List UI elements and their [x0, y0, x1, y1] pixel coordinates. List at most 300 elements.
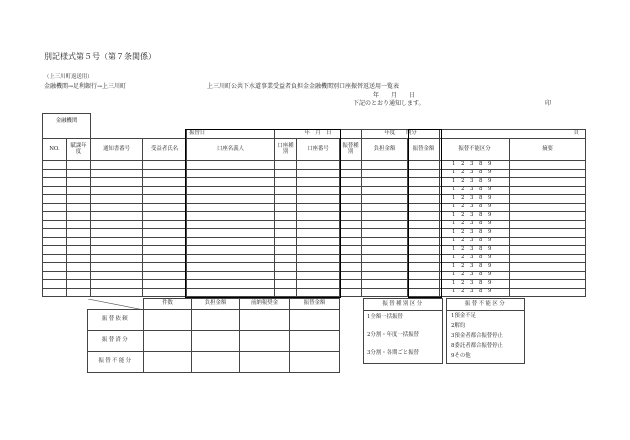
- table-cell: [510, 237, 586, 246]
- table-cell: [408, 212, 440, 221]
- reason-digit: 8: [479, 220, 483, 227]
- col-tax-year: 賦課年度: [67, 139, 91, 161]
- reason-legend-item-3: 3預金者都合振替停止: [451, 333, 503, 339]
- col-no: NO.: [43, 139, 67, 161]
- reason-digit: 2: [461, 254, 465, 261]
- table-row: [43, 212, 586, 221]
- table-cell: [91, 246, 143, 255]
- table-cell: [408, 246, 440, 255]
- table-cell: [67, 212, 91, 221]
- table-cell: [143, 254, 187, 263]
- table-cell: [297, 178, 340, 187]
- table-cell: [510, 280, 586, 289]
- table-cell: [143, 169, 187, 178]
- table-cell: [510, 288, 586, 297]
- reason-digits: [440, 212, 510, 221]
- table-cell: [187, 229, 275, 238]
- table-cell: [362, 254, 408, 263]
- type-legend-item-3: 3分割・各期ごと振替: [367, 350, 419, 356]
- table-cell: [91, 271, 143, 280]
- reason-digit: 3: [470, 245, 474, 252]
- reason-digit: 9: [488, 271, 492, 278]
- table-cell: [408, 237, 440, 246]
- reason-digit: 8: [479, 228, 483, 235]
- table-cell: [275, 254, 297, 263]
- table-cell: [510, 203, 586, 212]
- table-cell: [362, 263, 408, 272]
- table-cell: [67, 161, 91, 170]
- table-cell: [340, 178, 362, 187]
- table-cell: [43, 203, 67, 212]
- table-row: [43, 195, 586, 204]
- reason-legend-item-5: 9その他: [451, 353, 471, 359]
- reason-digits: [440, 280, 510, 289]
- reason-digit: 3: [470, 237, 474, 244]
- reason-digit: 1: [452, 288, 456, 295]
- table-cell: [408, 195, 440, 204]
- reason-digit: 9: [488, 169, 492, 176]
- table-cell: [510, 263, 586, 272]
- table-cell: [340, 169, 362, 178]
- table-cell: [67, 229, 91, 238]
- table-cell: [340, 229, 362, 238]
- table-cell: [340, 280, 362, 289]
- type-legend-item-2: 2分割・年度一括振替: [367, 332, 419, 338]
- reason-legend-item-4: 8委託者都合振替停止: [451, 343, 503, 349]
- table-cell: [297, 271, 340, 280]
- table-cell: [187, 178, 275, 187]
- reason-digit: 8: [479, 169, 483, 176]
- table-cell: [43, 186, 67, 195]
- table-cell: [91, 263, 143, 272]
- reason-digits: [440, 220, 510, 229]
- institution-label: 金融機関: [43, 114, 91, 130]
- table-cell: [187, 161, 275, 170]
- table-cell: [275, 229, 297, 238]
- table-cell: [187, 186, 275, 195]
- form-title: 別記様式第５号（第７条関係）: [44, 52, 156, 61]
- reason-digit: 1: [452, 186, 456, 193]
- reason-digit: 2: [461, 237, 465, 244]
- reason-digit: 1: [452, 177, 456, 184]
- reason-digit: 2: [461, 194, 465, 201]
- table-cell: [187, 271, 275, 280]
- reason-digit: 1: [452, 245, 456, 252]
- table-row: [43, 203, 586, 212]
- reason-digit: 3: [470, 228, 474, 235]
- reason-digit: 3: [470, 194, 474, 201]
- table-cell: [67, 220, 91, 229]
- table-cell: [408, 271, 440, 280]
- reason-digit: 3: [470, 177, 474, 184]
- table-cell: [67, 195, 91, 204]
- summary-head-prepay: 前納報奨金: [240, 299, 290, 310]
- table-cell: [362, 280, 408, 289]
- table-cell: [187, 263, 275, 272]
- table-row: [43, 169, 586, 178]
- table-cell: [143, 220, 187, 229]
- col-reason: 振替不能区分: [440, 139, 510, 161]
- table-cell: [297, 195, 340, 204]
- table-cell: [408, 203, 440, 212]
- reason-digits: [440, 161, 510, 170]
- reason-digits: [440, 169, 510, 178]
- reason-digit: 2: [461, 203, 465, 210]
- reason-digits: [440, 186, 510, 195]
- table-cell: [340, 195, 362, 204]
- reason-digit: 3: [470, 288, 474, 295]
- summary-row-done: 振替済分: [88, 331, 144, 352]
- seal-mark: 印: [545, 100, 552, 107]
- reason-digit: 3: [470, 203, 474, 210]
- table-cell: [187, 195, 275, 204]
- reason-digit: 9: [488, 254, 492, 261]
- table-cell: [91, 280, 143, 289]
- reason-digit: 2: [461, 228, 465, 235]
- table-cell: [408, 161, 440, 170]
- table-cell: [91, 212, 143, 221]
- table-cell: [297, 263, 340, 272]
- table-cell: [408, 220, 440, 229]
- summary-head-burden: 負担金額: [192, 299, 240, 310]
- transfer-date-value: 年 月 日: [275, 130, 362, 139]
- table-cell: [340, 288, 362, 297]
- reason-digit: 2: [461, 245, 465, 252]
- reason-digit: 9: [488, 228, 492, 235]
- col-notice-no: 通知書番号: [91, 139, 143, 161]
- reason-digits: [440, 195, 510, 204]
- table-cell: [362, 229, 408, 238]
- reason-digit: 2: [461, 160, 465, 167]
- route-note: （上三川町返送用）: [44, 74, 93, 80]
- table-cell: [187, 212, 275, 221]
- table-row: [43, 237, 586, 246]
- type-legend-title: 振替種別区分: [363, 298, 443, 311]
- summary-row-failed: 振替不能分: [88, 352, 144, 373]
- table-cell: [362, 186, 408, 195]
- table-cell: [408, 186, 440, 195]
- table-cell: [187, 280, 275, 289]
- table-cell: [297, 212, 340, 221]
- reason-digit: 1: [452, 169, 456, 176]
- table-cell: [143, 246, 187, 255]
- table-cell: [297, 169, 340, 178]
- table-cell: [187, 169, 275, 178]
- reason-digit: 1: [452, 194, 456, 201]
- table-cell: [275, 161, 297, 170]
- table-cell: [67, 263, 91, 272]
- reason-digit: 1: [452, 262, 456, 269]
- table-cell: [91, 178, 143, 187]
- table-cell: [143, 195, 187, 204]
- table-cell: [510, 195, 586, 204]
- table-cell: [43, 169, 67, 178]
- reason-digits: [440, 178, 510, 187]
- table-cell: [275, 237, 297, 246]
- table-cell: [340, 161, 362, 170]
- reason-digits: [440, 271, 510, 280]
- table-cell: [340, 254, 362, 263]
- table-cell: [67, 280, 91, 289]
- table-cell: [43, 271, 67, 280]
- reason-digit: 8: [479, 211, 483, 218]
- reason-digit: 8: [479, 203, 483, 210]
- col-transfer-type: 振替種別: [340, 139, 362, 161]
- reason-digit: 9: [488, 160, 492, 167]
- table-cell: [187, 246, 275, 255]
- reason-digit: 8: [479, 186, 483, 193]
- table-cell: [91, 186, 143, 195]
- table-cell: [510, 220, 586, 229]
- reason-digit: 9: [488, 288, 492, 295]
- reason-digit: 3: [470, 169, 474, 176]
- reason-digit: 1: [452, 271, 456, 278]
- table-cell: [297, 288, 340, 297]
- table-cell: [91, 161, 143, 170]
- table-cell: [187, 288, 275, 297]
- reason-legend-box: [446, 310, 525, 364]
- reason-digit: 8: [479, 262, 483, 269]
- col-payer-name: 受益者氏名: [143, 139, 187, 161]
- reason-digit: 3: [470, 220, 474, 227]
- table-cell: [340, 186, 362, 195]
- table-row: [43, 271, 586, 280]
- table-row: [43, 263, 586, 272]
- table-cell: [408, 254, 440, 263]
- reason-digit: 3: [470, 211, 474, 218]
- table-cell: [143, 186, 187, 195]
- table-cell: [297, 203, 340, 212]
- reason-digit: 1: [452, 211, 456, 218]
- table-row: [43, 161, 586, 170]
- table-cell: [510, 254, 586, 263]
- table-cell: [43, 280, 67, 289]
- table-row: [43, 288, 586, 297]
- summary-head-transfer: 振替金額: [290, 299, 340, 310]
- table-cell: [340, 237, 362, 246]
- table-row: [43, 178, 586, 187]
- reason-digit: 9: [488, 177, 492, 184]
- table-cell: [67, 169, 91, 178]
- table-cell: [91, 203, 143, 212]
- table-cell: [340, 220, 362, 229]
- reason-digits: [440, 288, 510, 297]
- table-cell: [275, 280, 297, 289]
- reason-digit: 9: [488, 186, 492, 193]
- reason-digit: 2: [461, 169, 465, 176]
- reason-digit: 8: [479, 177, 483, 184]
- table-cell: [408, 229, 440, 238]
- table-cell: [91, 195, 143, 204]
- table-cell: [408, 280, 440, 289]
- table-cell: [43, 220, 67, 229]
- table-cell: [510, 186, 586, 195]
- table-row: [43, 254, 586, 263]
- table-cell: [67, 203, 91, 212]
- col-account-type: 口座種別: [275, 139, 297, 161]
- table-cell: [143, 212, 187, 221]
- table-cell: [143, 288, 187, 297]
- reason-digit: 9: [488, 194, 492, 201]
- table-cell: [297, 246, 340, 255]
- reason-digit: 2: [461, 186, 465, 193]
- table-cell: [362, 220, 408, 229]
- document-title: 上三川町公共下水道事業受益者負担金金融機関別口座振替返送用一覧表: [207, 83, 400, 90]
- reason-digit: 3: [470, 262, 474, 269]
- table-cell: [67, 237, 91, 246]
- reason-digit: 8: [479, 288, 483, 295]
- table-cell: [275, 220, 297, 229]
- type-legend-item-1: 1全額一括振替: [367, 314, 403, 320]
- col-account-no: 口座番号: [297, 139, 340, 161]
- table-cell: [510, 212, 586, 221]
- table-cell: [275, 169, 297, 178]
- table-cell: [362, 271, 408, 280]
- table-cell: [275, 271, 297, 280]
- table-cell: [91, 288, 143, 297]
- table-cell: [340, 203, 362, 212]
- table-cell: [275, 195, 297, 204]
- reason-digit: 9: [488, 245, 492, 252]
- reason-legend-title: 振替不能区分: [446, 298, 525, 311]
- reason-digit: 1: [452, 279, 456, 286]
- col-remarks: 摘要: [510, 139, 586, 161]
- table-cell: [187, 220, 275, 229]
- table-cell: [275, 288, 297, 297]
- table-cell: [510, 161, 586, 170]
- table-cell: [510, 229, 586, 238]
- table-cell: [67, 246, 91, 255]
- table-cell: [362, 195, 408, 204]
- table-cell: [340, 246, 362, 255]
- table-row: [43, 186, 586, 195]
- table-cell: [67, 288, 91, 297]
- summary-head-count: 件数: [144, 299, 192, 310]
- reason-digit: 8: [479, 245, 483, 252]
- table-cell: [91, 254, 143, 263]
- reason-digit: 1: [452, 254, 456, 261]
- table-cell: [43, 288, 67, 297]
- table-cell: [43, 263, 67, 272]
- table-cell: [143, 161, 187, 170]
- reason-digit: 1: [452, 160, 456, 167]
- table-cell: [408, 169, 440, 178]
- page-label: 頁: [440, 130, 586, 139]
- table-row: [43, 246, 586, 255]
- table-cell: [297, 254, 340, 263]
- table-cell: [408, 288, 440, 297]
- reason-digit: 8: [479, 237, 483, 244]
- table-cell: [143, 237, 187, 246]
- reason-digit: 9: [488, 203, 492, 210]
- reason-digit: 9: [488, 279, 492, 286]
- table-cell: [297, 280, 340, 289]
- table-cell: [362, 161, 408, 170]
- reason-digit: 8: [479, 194, 483, 201]
- reason-digit: 1: [452, 228, 456, 235]
- table-cell: [510, 271, 586, 280]
- summary-table: [87, 298, 340, 373]
- table-cell: [143, 263, 187, 272]
- reason-digit: 2: [461, 177, 465, 184]
- type-legend-box: [363, 310, 443, 364]
- summary-corner: [88, 299, 144, 310]
- reason-digit: 3: [470, 186, 474, 193]
- fiscal-period: 年度 期分: [362, 130, 440, 139]
- table-cell: [340, 212, 362, 221]
- table-cell: [187, 254, 275, 263]
- reason-digit: 9: [488, 211, 492, 218]
- reason-digit: 8: [479, 160, 483, 167]
- table-cell: [275, 203, 297, 212]
- table-cell: [67, 254, 91, 263]
- transfer-date-label: 振替日: [187, 130, 275, 139]
- reason-legend-item-2: 2解約: [451, 323, 466, 329]
- table-cell: [297, 229, 340, 238]
- table-cell: [510, 246, 586, 255]
- table-cell: [408, 178, 440, 187]
- table-cell: [362, 212, 408, 221]
- transfer-list-table: [42, 113, 586, 297]
- table-cell: [187, 203, 275, 212]
- table-cell: [362, 237, 408, 246]
- table-cell: [275, 212, 297, 221]
- table-cell: [275, 178, 297, 187]
- reason-digits: [440, 263, 510, 272]
- table-cell: [91, 229, 143, 238]
- reason-digit: 3: [470, 254, 474, 261]
- col-transfer-amount: 振替金額: [408, 139, 440, 161]
- reason-digit: 2: [461, 211, 465, 218]
- reason-digits: [440, 237, 510, 246]
- reason-digit: 3: [470, 271, 474, 278]
- reason-digit: 9: [488, 262, 492, 269]
- table-cell: [91, 220, 143, 229]
- reason-digits: [440, 203, 510, 212]
- table-cell: [510, 178, 586, 187]
- reason-digit: 1: [452, 203, 456, 210]
- table-cell: [143, 271, 187, 280]
- reason-digit: 2: [461, 220, 465, 227]
- reason-digit: 1: [452, 237, 456, 244]
- table-row: [43, 229, 586, 238]
- reason-digit: 2: [461, 279, 465, 286]
- table-cell: [297, 220, 340, 229]
- table-row: [43, 280, 586, 289]
- reason-legend-item-1: 1預金不足: [451, 313, 476, 319]
- col-burden-amount: 負担金額: [362, 139, 408, 161]
- table-cell: [187, 237, 275, 246]
- table-cell: [362, 246, 408, 255]
- table-cell: [510, 169, 586, 178]
- summary-row-request: 振替依頼: [88, 310, 144, 331]
- table-row: [43, 220, 586, 229]
- reason-digit: 2: [461, 271, 465, 278]
- table-cell: [143, 229, 187, 238]
- table-cell: [275, 246, 297, 255]
- reason-digit: 8: [479, 254, 483, 261]
- table-cell: [362, 178, 408, 187]
- table-cell: [297, 237, 340, 246]
- reason-digit: 8: [479, 271, 483, 278]
- table-cell: [297, 186, 340, 195]
- table-cell: [143, 280, 187, 289]
- table-cell: [67, 178, 91, 187]
- table-cell: [275, 263, 297, 272]
- table-cell: [143, 203, 187, 212]
- table-cell: [362, 203, 408, 212]
- reason-digit: 9: [488, 220, 492, 227]
